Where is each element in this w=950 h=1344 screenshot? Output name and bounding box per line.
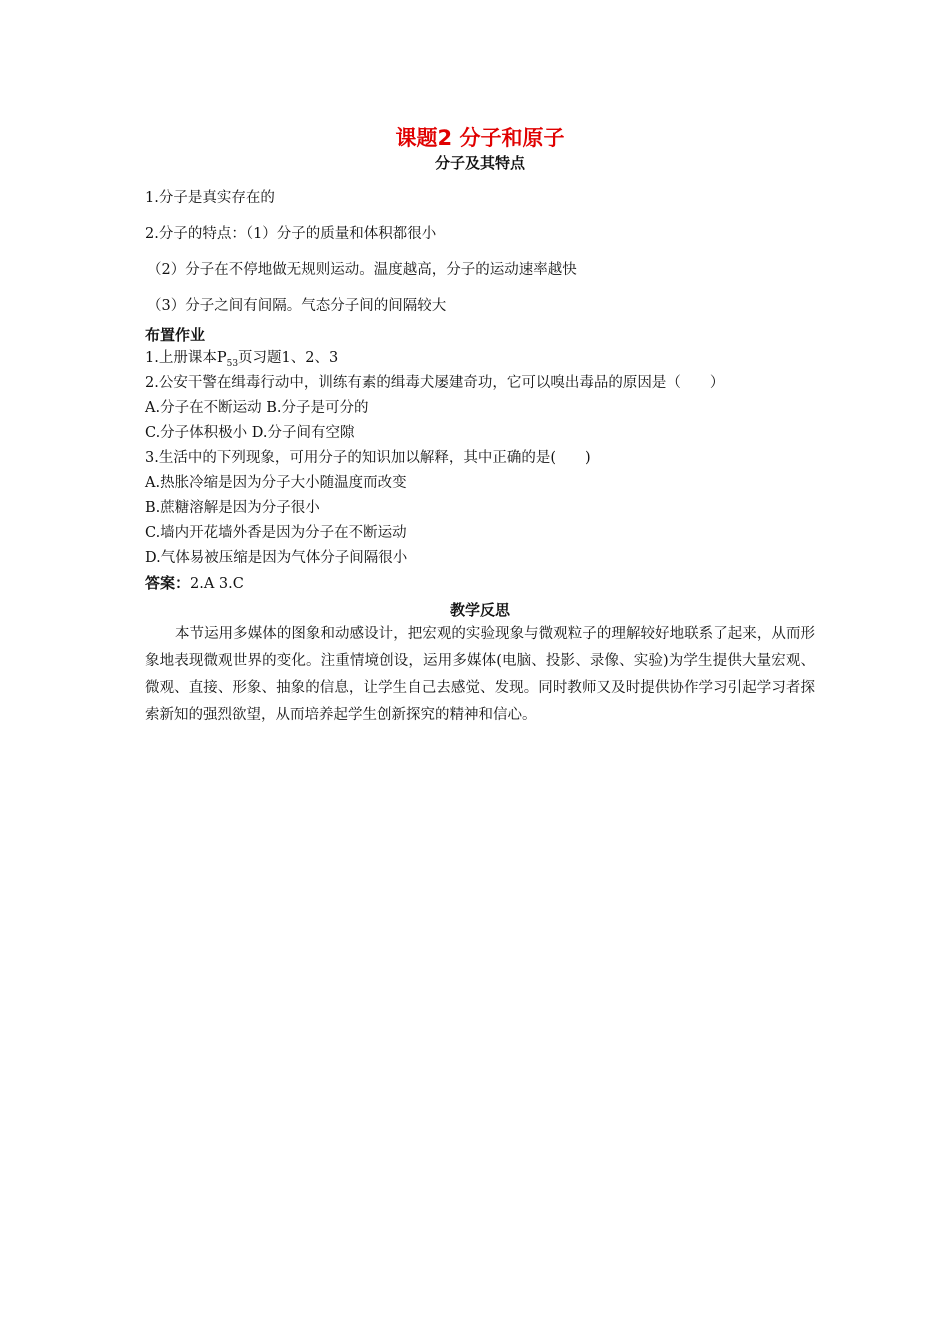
question-3-option-d: D.气体易被压缩是因为气体分子间隔很小 — [145, 550, 408, 566]
homework-item-1 — [145, 346, 815, 371]
answer-line — [145, 571, 815, 597]
section-subtitle: 分子及其特点 — [434, 154, 525, 172]
homework-item-1-prefix: 1.上册课本P — [145, 350, 227, 366]
question-3-option-b: B.蔗糖溶解是因为分子很小 — [145, 500, 320, 516]
question-2-option-ab: A.分子在不断运动 B.分子是可分的 — [145, 400, 369, 416]
page-subscript: 53 — [226, 358, 239, 369]
point-3: （2）分子在不停地做无规则运动。温度越高，分子的运动速率越快 — [147, 262, 577, 278]
question-2: 2.公安干警在缉毒行动中，训练有素的缉毒犬屡建奇功，它可以嗅出毒品的原因是（ ） — [145, 375, 725, 391]
answer-value: 2.A 3.C — [190, 576, 244, 592]
document-title: 课题2 分子和原子 — [395, 126, 565, 150]
question-3-option-c: C.墙内开花墙外香是因为分子在不断运动 — [145, 525, 407, 541]
question-2-option-cd: C.分子体积极小 D.分子间有空隙 — [145, 425, 355, 441]
document-content — [145, 124, 815, 729]
point-1: 1.分子是真实存在的 — [145, 190, 275, 206]
homework-item-1-suffix: 页习题1、2、3 — [238, 350, 339, 366]
point-2: 2.分子的特点：（1）分子的质量和体积都很小 — [145, 226, 437, 242]
point-4: （3）分子之间有间隔。气态分子间的间隔较大 — [147, 298, 447, 314]
answer-label: 答案： — [145, 574, 191, 592]
homework-heading: 布置作业 — [145, 326, 206, 344]
question-3: 3.生活中的下列现象，可用分子的知识加以解释，其中正确的是( ) — [145, 450, 591, 466]
reflection-paragraph: 本节运用多媒体的图象和动感设计，把宏观的实验现象与微观粒子的理解较好地联系了起来，从而形象地表现微观世界的变化。注重情境创设，运用多媒体(电脑、投影、录像、实验)为学生提供大量宏观、微观、直接、形象、抽象的信息，让学生自己去感觉、发现。同时教师又及时提供协作学习引起学习者探索新知的强烈欲望，从而培养起学生创新探究的精神和信心。 — [145, 626, 815, 723]
reflection-heading: 教学反思 — [449, 601, 510, 619]
question-3-option-a: A.热胀冷缩是因为分子大小随温度而改变 — [145, 475, 407, 491]
